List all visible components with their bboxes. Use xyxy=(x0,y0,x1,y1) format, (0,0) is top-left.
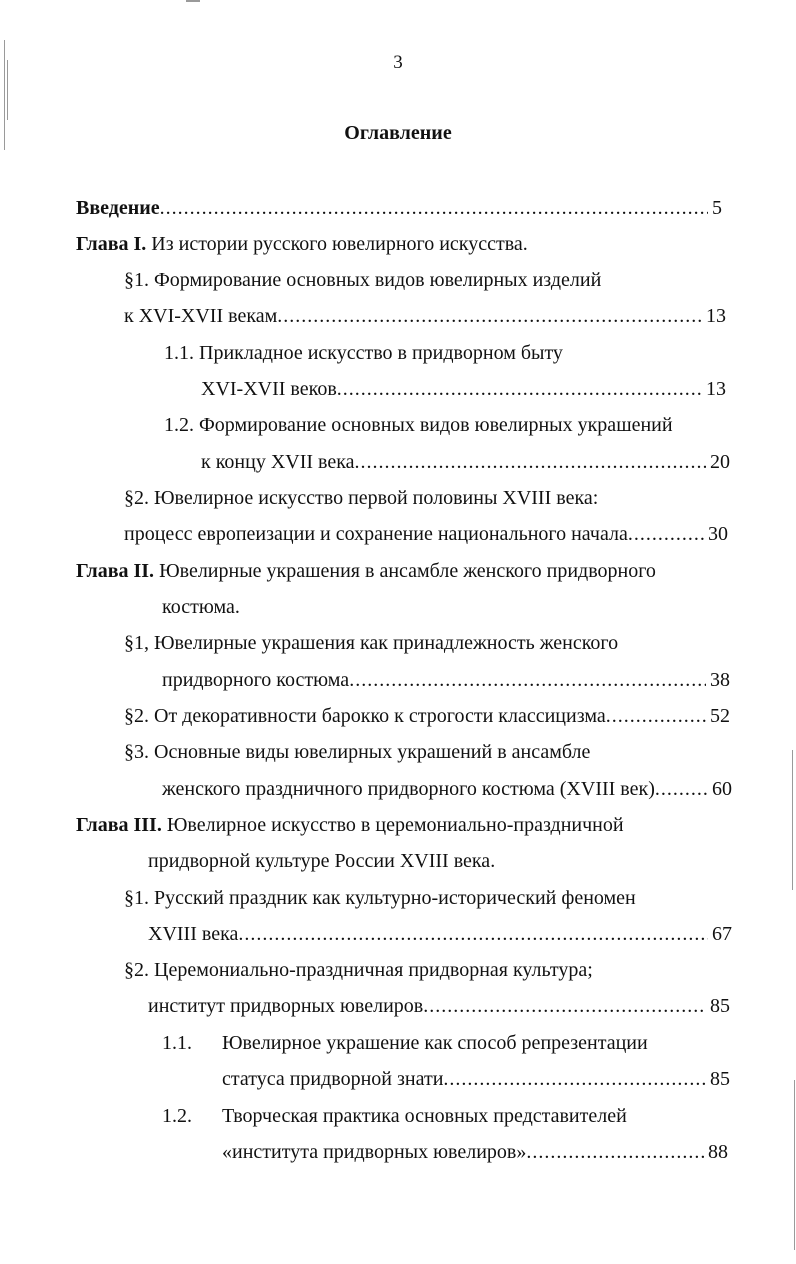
chapter-label: Глава II. xyxy=(76,560,155,582)
toc-subsection-1-1-1-line1[interactable] xyxy=(164,338,563,368)
section-label: §2. xyxy=(124,487,149,509)
toc-page-number: 38 xyxy=(710,669,730,691)
section-title: Русский праздник как культурно-исторический феномен xyxy=(154,887,636,909)
section-title: Ювелирные украшения как принадлежность женского xyxy=(154,632,619,654)
subsection-number: 1.1. xyxy=(162,1032,192,1054)
section-label: §1. xyxy=(124,269,149,291)
toc-page-number: 52 xyxy=(710,705,730,727)
section-title: Ювелирное искусство первой половины XVIII века: xyxy=(154,487,599,509)
section-label: §1, xyxy=(124,632,149,654)
chapter-title-cont: костюма. xyxy=(162,596,240,618)
subsection-title: Формирование основных видов ювелирных украшений xyxy=(199,414,673,436)
toc-chapter-1-heading[interactable] xyxy=(76,229,528,259)
toc-chapter-3-heading-cont[interactable] xyxy=(148,846,495,876)
toc-entry-label: Введение xyxy=(76,197,160,219)
chapter-title-cont: придворной культуре России XVIII века. xyxy=(148,850,496,872)
page-number: 3 xyxy=(393,52,403,73)
subsection-title: Ювелирное украшение как способ репрезентации xyxy=(222,1032,648,1054)
toc-section-1-1-line2[interactable] xyxy=(124,301,726,331)
toc-page-number: 20 xyxy=(710,451,730,473)
subsection-title: Прикладное искусство в придворном быту xyxy=(199,342,563,364)
toc-page-number: 88 xyxy=(708,1141,728,1163)
toc-section-2-3-line2[interactable] xyxy=(162,774,732,804)
chapter-label: Глава I. xyxy=(76,233,147,255)
dot-leader xyxy=(349,665,706,695)
toc-section-2-1-line2[interactable] xyxy=(162,665,730,695)
scan-edge-mark xyxy=(792,750,793,890)
chapter-title: Из истории русского ювелирного искусства. xyxy=(151,233,528,255)
section-title: Церемониально-праздничная придворная культура; xyxy=(154,959,593,981)
toc-subsection-3-2-2-line2[interactable] xyxy=(222,1137,728,1167)
toc-section-2-1-line1[interactable] xyxy=(124,628,618,658)
section-title-cont: XVIII века xyxy=(148,923,239,945)
toc-entry-intro[interactable] xyxy=(76,193,722,223)
dot-leader xyxy=(355,447,706,477)
section-title: От декоративности барокко к строгости классицизма xyxy=(154,705,606,727)
section-label: §1. xyxy=(124,887,149,909)
toc-page-number: 5 xyxy=(712,197,722,219)
subsection-title-cont: «института придворных ювелиров» xyxy=(222,1141,527,1163)
section-title-cont: институт придворных ювелиров xyxy=(148,995,424,1017)
toc-chapter-3-heading[interactable] xyxy=(76,810,624,840)
subsection-number: 1.2. xyxy=(164,414,194,436)
subsection-number: 1.2. xyxy=(162,1105,192,1127)
subsection-title-cont: к концу XVII века xyxy=(201,451,355,473)
scan-edge-mark xyxy=(186,0,200,2)
toc-section-1-1-line1[interactable] xyxy=(124,265,601,295)
dot-leader xyxy=(606,701,706,731)
page-title: Оглавление xyxy=(344,122,452,144)
toc-section-3-2-line1[interactable] xyxy=(124,955,593,985)
section-title-cont: процесс европеизации и сохранение национального начала xyxy=(124,523,628,545)
toc-section-3-2-line2[interactable] xyxy=(148,991,730,1021)
dot-leader xyxy=(526,1137,704,1167)
toc-section-2-3-line1[interactable] xyxy=(124,737,590,767)
chapter-title: Ювелирные украшения в ансамбле женского придворного xyxy=(159,560,656,582)
subsection-title-cont: XVI-XVII веков xyxy=(201,378,337,400)
dot-leader xyxy=(423,991,706,1021)
section-title-cont: придворного костюма xyxy=(162,669,350,691)
section-title: Формирование основных видов ювелирных изделий xyxy=(154,269,602,291)
toc-chapter-2-heading[interactable] xyxy=(76,556,656,586)
section-label: §2. xyxy=(124,959,149,981)
section-label: §3. xyxy=(124,741,149,763)
dot-leader xyxy=(337,374,702,404)
toc-subsection-1-1-1-line2[interactable] xyxy=(201,374,726,404)
toc-page-number: 13 xyxy=(706,378,726,400)
section-title-cont: женского праздничного придворного костюма (XVIII век) xyxy=(162,778,655,800)
toc-chapter-2-heading-cont[interactable] xyxy=(162,592,240,622)
dot-leader xyxy=(655,774,708,804)
toc-subsection-3-2-1-line2[interactable] xyxy=(222,1064,730,1094)
scan-edge-mark xyxy=(794,1080,795,1250)
section-title-cont: к XVI-XVII векам xyxy=(124,305,278,327)
toc-page-number: 85 xyxy=(710,995,730,1017)
toc-page-number: 67 xyxy=(712,923,732,945)
subsection-number: 1.1. xyxy=(164,342,194,364)
toc-section-3-1-line1[interactable] xyxy=(124,883,636,913)
toc-subsection-1-1-2-line2[interactable] xyxy=(201,447,730,477)
toc-subsection-3-2-2-line1[interactable] xyxy=(162,1101,627,1131)
toc-page-number: 85 xyxy=(710,1068,730,1090)
chapter-label: Глава III. xyxy=(76,814,162,836)
toc-page-number: 60 xyxy=(712,778,732,800)
toc-subsection-1-1-2-line1[interactable] xyxy=(164,410,673,440)
subsection-title-cont: статуса придворной знати xyxy=(222,1068,444,1090)
dot-leader xyxy=(277,301,702,331)
toc-section-1-2-line2[interactable] xyxy=(124,519,728,549)
dot-leader xyxy=(160,193,708,223)
toc-subsection-3-2-1-line1[interactable] xyxy=(162,1028,648,1058)
toc-section-3-1-line2[interactable] xyxy=(148,919,732,949)
toc-page-number: 30 xyxy=(708,523,728,545)
toc-section-2-2[interactable] xyxy=(124,701,730,731)
toc-page-number: 13 xyxy=(706,305,726,327)
section-title: Основные виды ювелирных украшений в ансамбле xyxy=(154,741,591,763)
chapter-title: Ювелирное искусство в церемониально-праздничной xyxy=(166,814,624,836)
subsection-title: Творческая практика основных представителей xyxy=(222,1105,627,1127)
dot-leader xyxy=(238,919,708,949)
section-label: §2. xyxy=(124,705,149,727)
toc-section-1-2-line1[interactable] xyxy=(124,483,598,513)
dot-leader xyxy=(628,519,704,549)
dot-leader xyxy=(443,1064,706,1094)
